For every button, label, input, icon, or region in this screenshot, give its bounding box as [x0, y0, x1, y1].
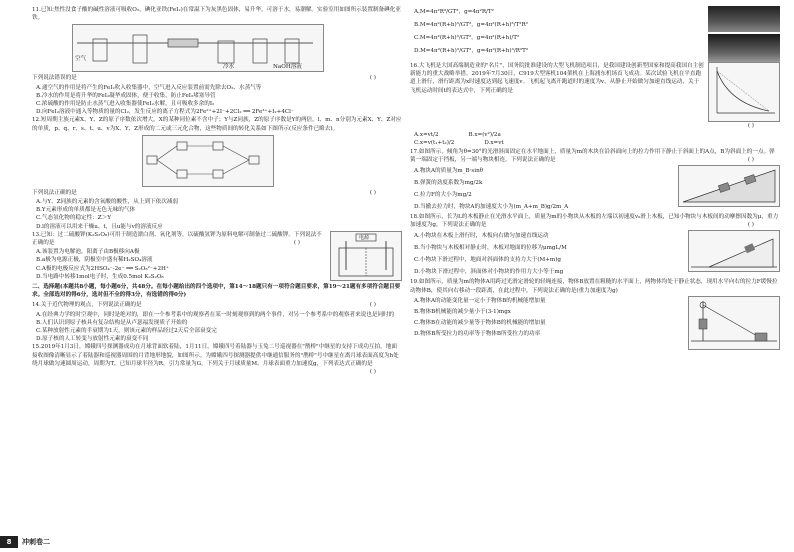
q15-option-c: C.M=4π²(R+h)³/GT²，g=4π²(R+h)/T² — [414, 35, 520, 41]
question-11-ask: 下列说法错误的是 ( ) — [32, 75, 376, 82]
question-13-stem: 13.已知：过二硫酸钾(K₂S₂O₈)可用于制造漂白剂、氧化剂等，以硫酸氢钾为原料电解可制备过二硫酸钾。下列说法不正确的是 ( ) — [32, 231, 322, 247]
q18-option-b: B.当小物块与木板相对静止时，木板对地面的位移为μmgL/M — [414, 245, 567, 252]
q15-option-b: B.M=4π²(R+h)³/GT²，g=4π²(R+h)³/T²R² — [414, 22, 528, 28]
q11-option-c: C.浓硫酸的作用是防止水蒸气进入收集器使FeI₂水解，且可吸收多余的I₂ — [36, 101, 215, 108]
q12-option-d: D.l的溶液可以用来干燥u、t，且u能与v的溶液反应 — [36, 223, 163, 230]
question-12-ask: 下列说法正确的是 ( ) — [32, 189, 376, 196]
q19-option-b: B.物体B机械能的减少量小于(3-1)mgx — [414, 308, 511, 315]
question-15-stem: 15.2019年1月3日，嫦娥四号探测器成功在月球背面软着陆，1月11日，嫦娥四号着陆器与玉兔二号巡视器在"鹊桥"中继星的支持下成功互拍。地面接收图像清晰显示了着陆器和巡视器周围的月背地形地貌，如图所示。为嫦娥四号探测器提供中继通信服务的"鹊桥"号中继星在离月球表面高度为h处绕月球做匀速圆周运动，周期为T，已知月球半径为R，引力常量为G。下列关于月球质量M、月球表面重力加速度g，下列表达式正确的是 ( ) — [32, 344, 399, 376]
q11-option-a: A.通空气的作用是将产生的FeI₂吹入收集器中，空气进入反应装置前需先除去O₂、水蒸气等 — [36, 84, 262, 91]
question-11-stem: 11.已知:焦性没食子酸的碱性溶液可吸收O₂，碘化亚铁(FeI₂)在常温下为灰黑色固体，易升华，可溶于水，易潮解。实验室用如图所示装置制备碘化亚铁。 — [32, 7, 401, 22]
lunar-lander-photo — [708, 34, 780, 62]
q18-options-block — [410, 230, 780, 278]
slope-figure-q18 — [688, 230, 780, 272]
question-19-stem: 19.如图所示，质量为m的物体A用跨过光滑定滑轮的轻绳连接，物体B放置在粗糙的水平面上，两物体均处于静止状态，现用水平向右的拉力F缓慢拉动物体B，使其向右移动一段距离，在此过程中，下列说法正确的是(重力加速度为g) — [410, 279, 778, 294]
question-14-stem: 14.关于近代物理的观点，下列说法正确的是 ( ) — [32, 302, 376, 309]
q16-option-a: A.x=vt/2 — [414, 132, 439, 139]
question-16-ask: ( ) — [747, 123, 754, 129]
q11-option-b: B.冷水的作用是将升华的FeI₂凝华成固体，便于收集，防止FeI₂堵塞导管 — [36, 92, 216, 99]
page-number: 8 — [0, 536, 18, 548]
q19-option-c: C.物体B在动能的减少量等于物体B的机械能的增加量 — [414, 319, 546, 326]
q16-option-d: D.x=vt — [484, 140, 504, 147]
q15-options-block — [410, 6, 780, 62]
q16-option-b: B.x=(v²)/2a — [468, 132, 501, 139]
electrolysis-figure-q13 — [330, 231, 402, 281]
q13-option-b: B.a极为电源正极，阴极室中盛有稀H₂SO₄溶液 — [36, 257, 153, 264]
incline-figure-q17 — [678, 165, 780, 207]
q17-options-block — [410, 165, 780, 213]
q13-option-a: A.该装置为电解池，阳离子由B极移向A极 — [36, 249, 140, 256]
right-column — [410, 6, 780, 350]
pulley-figure-q19 — [688, 296, 780, 350]
q16-options-row1 — [410, 131, 780, 139]
q17-option-d: D.当撤去拉力时，物块A的加速度大小为(m_A+m_B)g/2m_A — [414, 204, 569, 211]
q14-option-b: B.人们认识到原子核具有复杂结构是从卢瑟福发现质子开始的 — [36, 319, 188, 326]
q11-option-d: D.向FeI₂溶液中通入等物质的量的Cl₂，发生反应的离子方程式为2Fe²⁺+2I⁻+2Cl₂ ══ 2Fe³⁺+I₂+4Cl⁻ — [36, 109, 294, 116]
exam-title: 冲刺卷二 — [22, 538, 50, 546]
q18-option-a: A.小物块在木板上滑行时，木板向右做匀加速直线运动 — [414, 233, 549, 240]
q17-option-a: A.物块A的质量为m_B·sinθ — [414, 168, 484, 175]
q15-option-d: D.M=4π²(R+h)³/GT²，g=4π²(R+h)³/R²T² — [414, 48, 529, 54]
left-column — [32, 6, 402, 376]
q14-option-c: C.某种放射性元素的半衰期为1天，则该元素的样品经过2天后全部衰变完 — [36, 328, 217, 335]
q16-options-row2 — [410, 139, 780, 147]
q18-option-d: D.小物块下滑过程中，斜面体对小物块的作用力大小等于mg — [414, 269, 564, 276]
q13-block — [32, 231, 402, 281]
q19-options-block — [410, 296, 780, 350]
q15-option-a: A.M=4π²R³/GT²，g=4π²R/T² — [414, 9, 494, 15]
question-16-stem: 16.大飞机是大国高端制造业的"名片"，国务院批准建设的大型飞机制造项目，是我国建设创新型国家和提高我国自主创新能力的重大战略举措。2019年7月30日，C919大型客机104架机在上海浦东机场首飞成功。某次试验飞机在平直跑道上滑行，滑行距离为x时速度达到起飞速度v。飞机起飞离开跑道时的速度为v，从静止开始做匀加速直线运动，关于飞机运动时间t的表达式中，下列正确的是 — [410, 63, 704, 94]
q12-option-b: B.Y元素形成的单质都是无色无味的气体 — [36, 207, 136, 214]
apparatus-figure-q11 — [72, 24, 324, 72]
page-footer — [0, 536, 794, 552]
lunar-photos — [708, 6, 780, 62]
q19-option-a: A.物体A的动能变化量一定小于物体B的机械能增加量 — [414, 297, 546, 304]
q17-option-c: C.拉力F的大小为mg/2 — [414, 192, 472, 199]
question-12-stem: 12.短周期主族元素X、Y、Z的原子序数依次增大，X的某种同位素不含中子；Y与Z同族，Z的原子序数是Y的两倍。l、m、n分别为元素X、Y、Z对应的单质，p、q、r、s、t、u、v为X、Y、Z形成的二元或三元化合物，这些物质间的转化关系如下图所示(反应条件已略去)。 — [32, 117, 402, 132]
q17-option-b: B.弹簧的劲度系数为mg/2k — [414, 180, 483, 187]
question-17-stem: 17.如图所示，倾角为θ=30°的光滑斜面固定在水平地面上，质量为m的木块在沿斜面向上的拉力作用下静止于斜面上的A点，B为斜面上的一点。弹簧一端固定于挡板，另一端与物块相连。下列说法正确的是 ( ) — [410, 148, 775, 163]
q19-option-d: D.物体B所受拉力的功率等于物体B所受拉力的功率 — [414, 330, 541, 337]
graph-figure-q16 — [708, 62, 780, 122]
q16-option-c: C.x=v(t₁+t₂)/2 — [414, 140, 455, 147]
q13-option-c: C.A极的电极反应式为2HSO₄⁻-2e⁻ ══ S₂O₈²⁻+2H⁺ — [36, 265, 169, 272]
q14-option-a: A.在经典力学的时空观中，同时是绝对的，即在一个参考系中的观察者在某一时刻观察到的两个事件，对另一个参考系中的观察者来说也是同时的 — [36, 311, 395, 318]
q18-option-c: C.小物块下滑过程中，地面对斜面体的支持力大于(M+m)g — [414, 257, 561, 264]
q12-option-a: A.与Y、Z同族的元素的含氧酸的酸性，从上到下依次减弱 — [36, 199, 179, 206]
q13-option-d: D.当电路中转移1mol电子时，生成0.5mol K₂S₂O₈ — [36, 273, 164, 280]
q14-option-d: D.原子核的人工转变与放射性元素的衰变不同 — [36, 336, 149, 343]
q12-option-c: C.气态氢化物的稳定性：Z＞Y — [36, 215, 111, 222]
conversion-diagram-q12 — [142, 135, 274, 187]
lunar-rover-photo — [708, 6, 780, 32]
q16-block — [410, 62, 780, 122]
section-2-heading: 二、选择题(本题共8小题，每小题6分，共48分。在每小题给出的四个选项中，第14～18题只有一项符合题目要求，第19～21题有多项符合题目要求。全部选对的得6分，选对但不全的得3分，有选错的得0分) — [32, 284, 401, 299]
label-naoh: NaOH溶液 — [273, 64, 302, 71]
label-power: 电源 — [359, 234, 370, 241]
label-air: 空气 — [75, 56, 87, 63]
label-cold-water: 冷水 — [223, 64, 235, 71]
question-18-stem: 18.如图所示，长为L的木板静止在光滑水平面上，质量为m的小物块从木板的左端以初速度v₀滑上木板，已知小物块与木板间的动摩擦因数为μ，重力加速度为g，下列说法正确的是 ( ) — [410, 214, 779, 229]
